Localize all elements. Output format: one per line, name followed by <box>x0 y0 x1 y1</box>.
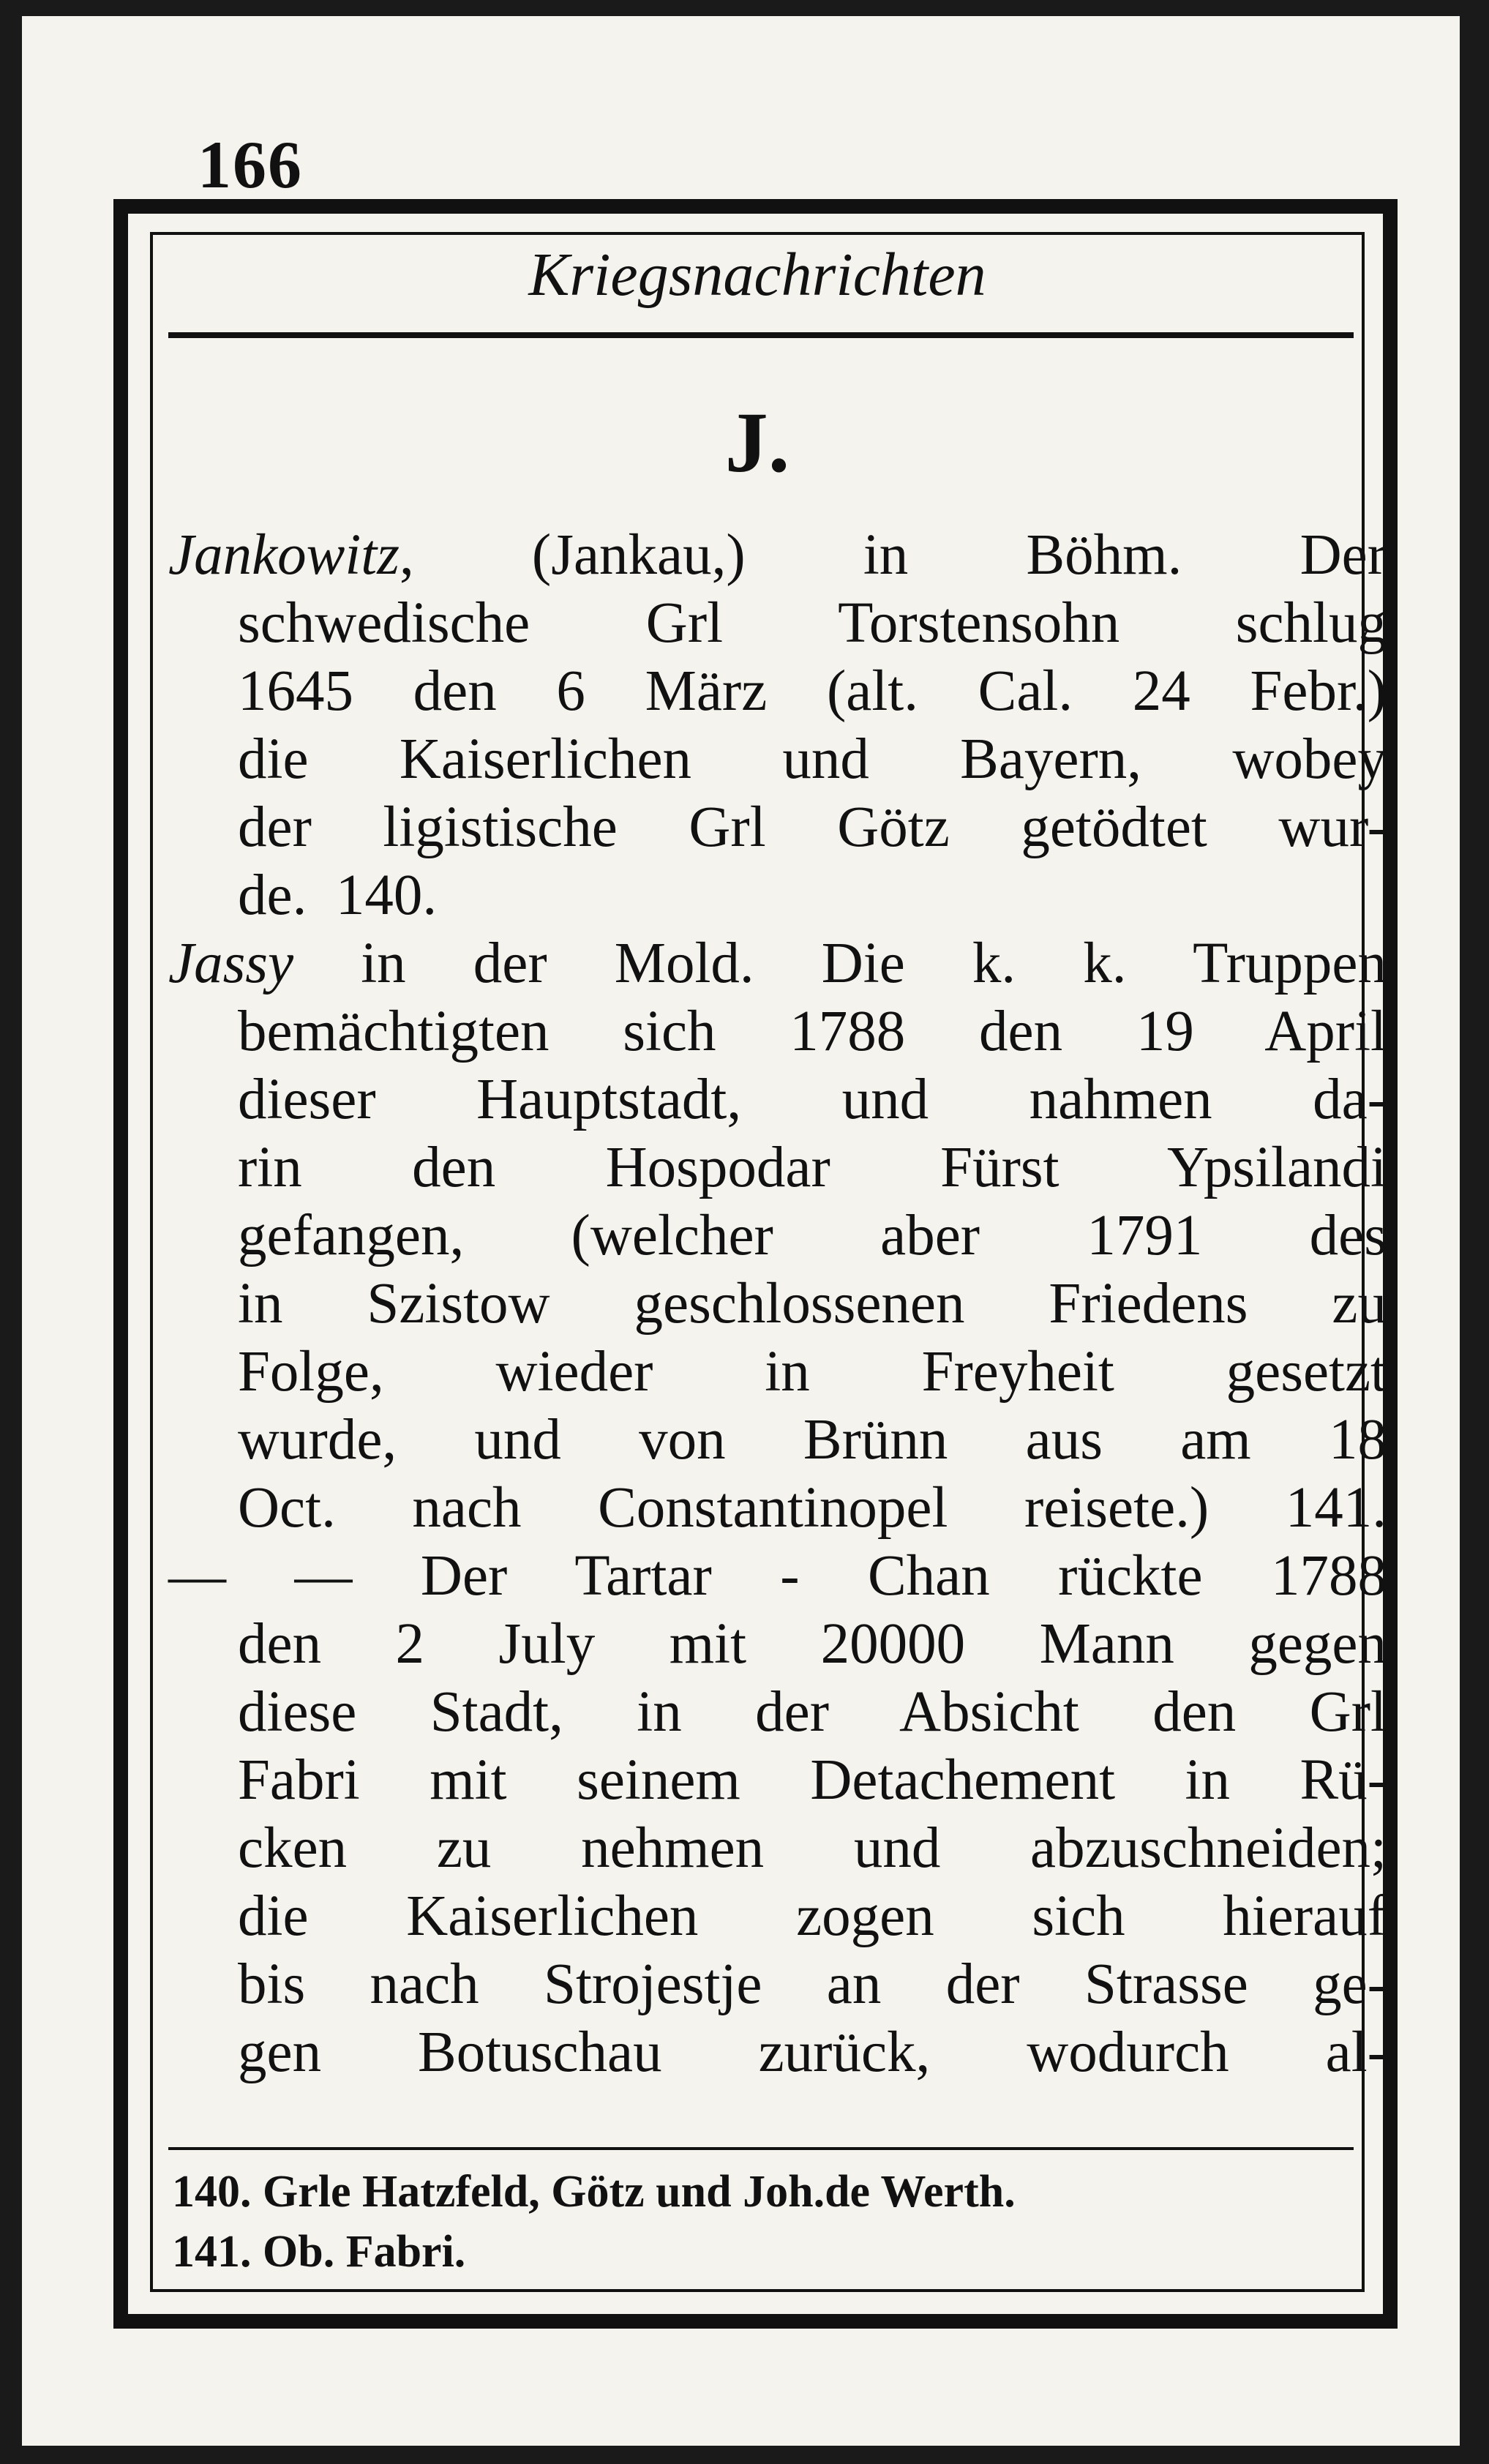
footnote: 140. Grle Hatzfeld, Götz und Joh.de Werth. <box>172 2167 1016 2217</box>
entry-line: diese Stadt, in der Absicht den Grl <box>238 1680 1387 1744</box>
lemma: Jassy <box>168 932 294 995</box>
book-page <box>22 16 1460 2446</box>
entry-line: wurde, und von Brünn aus am 18 <box>238 1408 1387 1472</box>
section-letter: J. <box>724 394 790 490</box>
head-rule <box>168 332 1354 338</box>
footnote-rule <box>168 2147 1354 2150</box>
entry-line: rin den Hospodar Fürst Ypsilandi <box>238 1136 1387 1199</box>
entry-line: in Szistow geschlossenen Friedens zu <box>238 1272 1387 1336</box>
entry-line: dieser Hauptstadt, und nahmen da- <box>238 1068 1387 1131</box>
entry-line: Fabri mit seinem Detachement in Rü- <box>238 1748 1387 1812</box>
entry-line: gefangen, (welcher aber 1791 des <box>238 1204 1387 1267</box>
entry-line: Folge, wieder in Freyheit gesetzt <box>238 1340 1387 1404</box>
page-number: 166 <box>198 127 303 202</box>
entry-line: bemächtigten sich 1788 den 19 April <box>238 1000 1387 1063</box>
entries-text <box>168 521 1387 2086</box>
entry-line: der ligistische Grl Götz getödtet wur- <box>238 795 1387 859</box>
entry-line: schwedische Grl Torstensohn schlug <box>238 591 1387 655</box>
entry-line: den 2 July mit 20000 Mann gegen <box>238 1612 1387 1676</box>
entry-line: Oct. nach Constantinopel reisete.) 141. <box>238 1476 1387 1540</box>
entry-line: — — Der Tartar - Chan rückte 1788 <box>168 1544 1387 1608</box>
line-text: , (Jankau,) in Böhm. Der <box>399 523 1387 587</box>
entry-line: bis nach Strojestje an der Strasse ge- <box>238 1952 1387 2016</box>
lemma: Jankowitz <box>168 523 400 587</box>
running-head: Kriegsnachrichten <box>528 241 986 309</box>
entry-jassy <box>168 929 1387 1542</box>
entry-line <box>168 929 1387 997</box>
entry-line: cken zu nehmen und abzuschneiden; <box>238 1816 1387 1880</box>
entry-line: 1645 den 6 März (alt. Cal. 24 Febr.) <box>238 659 1387 723</box>
footnote: 141. Ob. Fabri. <box>172 2227 466 2277</box>
entry-jassy-continued <box>168 1542 1387 2086</box>
footnotes <box>172 2162 1357 2282</box>
entry-line: die Kaiserlichen und Bayern, wobey <box>238 727 1387 791</box>
entry-line: die Kaiserlichen zogen sich hierauf <box>238 1884 1387 1948</box>
entry-line: de. 140. <box>238 864 438 927</box>
entry-line: gen Botuschau zurück, wodurch al- <box>238 2021 1387 2084</box>
line-text: in der Mold. Die k. k. Truppen <box>293 932 1387 995</box>
entry-jankowitz <box>168 521 1387 929</box>
entry-line <box>168 521 1387 589</box>
